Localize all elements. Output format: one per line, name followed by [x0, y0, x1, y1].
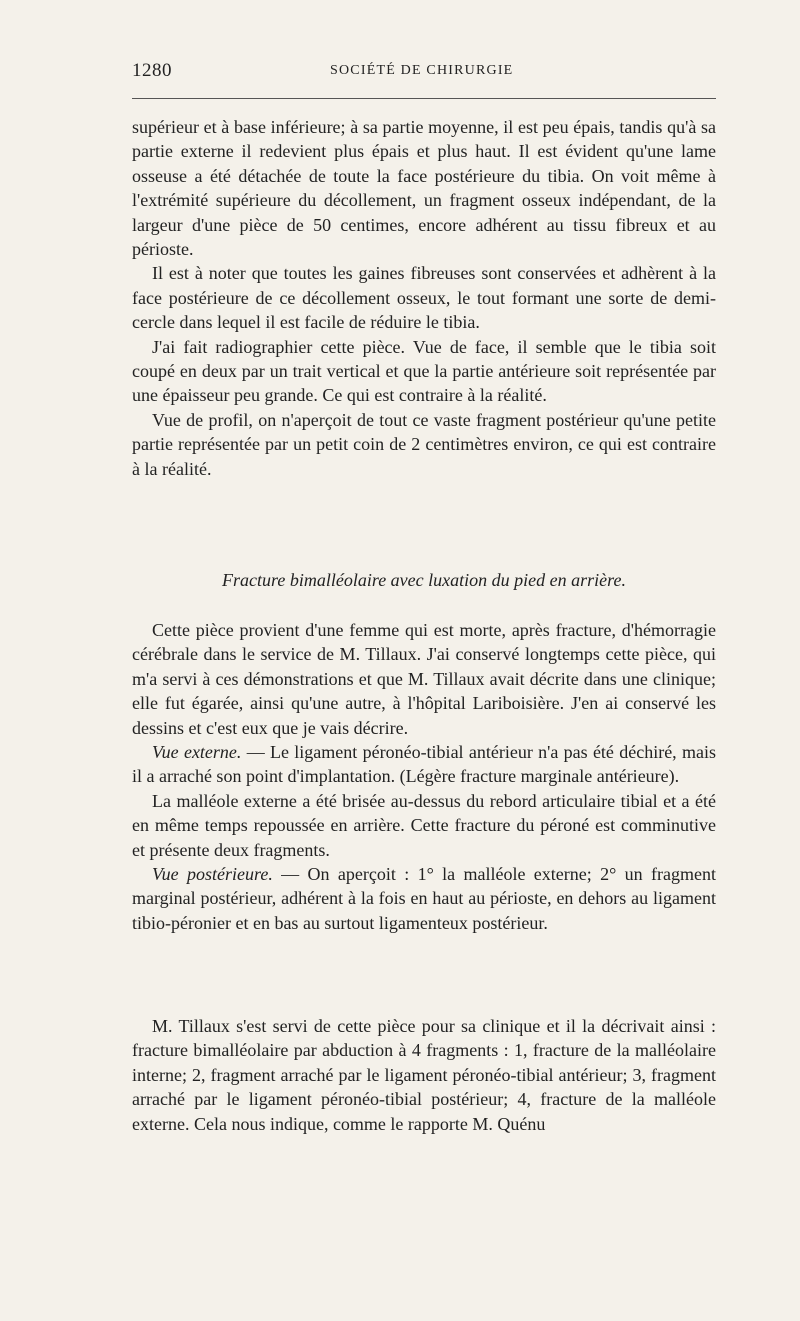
header-rule: [132, 98, 716, 99]
paragraph-6: [132, 740, 716, 789]
running-head: SOCIÉTÉ DE CHIRURGIE: [330, 63, 514, 78]
page-header: [132, 60, 716, 84]
section-2-final: [132, 1014, 716, 1136]
vue-externe-label: Vue externe.: [152, 742, 242, 763]
page-number: 1280: [132, 60, 172, 81]
section-2-body: [132, 618, 716, 935]
section-heading: Fracture bimalléolaire avec luxation du pied en arrière.: [222, 570, 626, 590]
paragraph-3: J'ai fait radiographier cette pièce. Vue de face, il semble que le tibia soit coupé en deux par un trait vertical et que la partie antérieure soit représentée par une épaisseur peu grande. Ce qui est contraire à la réalité.: [132, 336, 716, 406]
section-1-body: [132, 115, 716, 481]
paragraph-9: M. Tillaux s'est servi de cette pièce pour sa clinique et il la décrivait ainsi : fracture bimalléolaire par abduction à 4 fragments : 1, fracture de la malléolaire interne; 2, fragment arraché par le ligament péronéo-tibial antérieur; 3, fragment arraché par le ligament péronéo-tibial postérieur; 4, fracture de la malléole externe. Cela nous indique, comme le rapporte M. Quénu: [132, 1016, 716, 1134]
paragraph-1: supérieur et à base inférieure; à sa partie moyenne, il est peu épais, tandis qu'à sa partie externe il redevient plus épais et plus haut. Il est évident qu'une lame osseuse a été détachée de toute la face postérieure du tibia. On voit même à l'extrémité supérieure du décollement, un fragment osseux indépendant, de la largeur d'une pièce de 50 centimes, encore adhérent au tissu fibreux et au périoste.: [132, 117, 716, 260]
paragraph-7: La malléole externe a été brisée au-dessus du rebord articulaire tibial et a été en même temps repoussée en arrière. Cette fracture du péroné est comminutive et présente deux fragments.: [132, 790, 716, 860]
paragraph-5: Cette pièce provient d'une femme qui est morte, après fracture, d'hémorragie cérébrale dans le service de M. Tillaux. J'ai conservé longtemps cette pièce, qui m'a servi à ces démonstrations et que M. Tillaux avait décrite dans une clinique; elle fut égarée, ainsi qu'une autre, à l'hôpital Lariboisière. J'en ai conservé les dessins et c'est eux que je vais décrire.: [132, 620, 716, 738]
vue-posterieure-label: Vue postérieure.: [152, 864, 273, 885]
paragraph-2: Il est à noter que toutes les gaines fibreuses sont conservées et adhèrent à la face postérieure de ce décollement osseux, le tout formant une sorte de demi-cercle dans lequel il est facile de réduire le tibia.: [132, 263, 716, 333]
paragraph-8: [132, 862, 716, 935]
paragraph-4: Vue de profil, on n'aperçoit de tout ce vaste fragment postérieur qu'une petite partie représentée par un petit coin de 2 centimètres environ, ce qui est contraire à la réalité.: [132, 409, 716, 479]
vue-posterieure-text: — On aperçoit : 1° la malléole externe; 2° un fragment marginal postérieur, adhérent à la fois en haut au périoste, en dehors au ligament tibio-péronier et en bas au surtout ligamenteux postérieur.: [132, 864, 716, 933]
vue-externe-text: — Le ligament péronéo-tibial antérieur n'a pas été déchiré, mais il a arraché son point d'implantation. (Légère fracture marginale antérieure).: [132, 742, 716, 787]
